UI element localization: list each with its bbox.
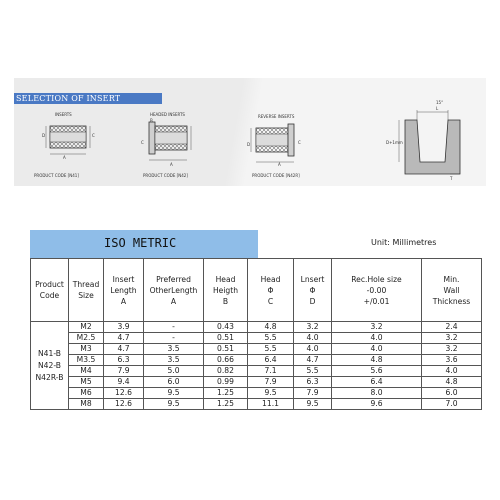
table-cell: 6.3: [104, 355, 144, 366]
table-cell: 5.0: [144, 366, 204, 377]
table-cell: 7.1: [248, 366, 294, 377]
table-cell: 1.25: [204, 399, 248, 410]
table-cell: 0.66: [204, 355, 248, 366]
table-cell: 9.6: [332, 399, 422, 410]
header-insert-diameter: Lnsert Φ D: [294, 259, 332, 322]
dim-label-d-reverse: D: [247, 142, 251, 147]
dim-label-a: A: [63, 155, 66, 160]
dim-label-c-reverse: C: [298, 140, 301, 145]
table-row: [31, 344, 482, 355]
table-cell: 6.4: [248, 355, 294, 366]
header-product-code: Product Code: [31, 259, 69, 322]
header-thread-size: Thread Size: [69, 259, 104, 322]
product-code: N41-B: [37, 348, 62, 358]
header-insert-length: Insert Length A: [104, 259, 144, 322]
table-cell: M2.5: [69, 333, 104, 344]
table-cell: 9.4: [104, 377, 144, 388]
table-cell: 8.0: [332, 388, 422, 399]
table-cell: 6.4: [332, 377, 422, 388]
table-cell: 3.5: [144, 355, 204, 366]
table-cell: 4.8: [422, 377, 482, 388]
table-cell: M5: [69, 377, 104, 388]
dim-label-b-headed: B: [150, 118, 153, 123]
table-row: [31, 366, 482, 377]
dim-label-a-headed: A: [170, 162, 173, 167]
table-cell: 9.5: [144, 388, 204, 399]
table-row: [31, 333, 482, 344]
table-cell: 0.82: [204, 366, 248, 377]
table-row: [31, 388, 482, 399]
table-cell: 0.99: [204, 377, 248, 388]
table-cell: 11.1: [248, 399, 294, 410]
table-cell: M2: [69, 322, 104, 333]
unit-label: Unit: Millimetres: [371, 238, 437, 247]
dim-label-hole: D+1mm: [386, 140, 403, 145]
table-cell: 4.0: [422, 366, 482, 377]
dim-label-a-reverse: A: [278, 162, 281, 167]
table-cell: 4.7: [104, 344, 144, 355]
insert-drawing: [42, 120, 97, 165]
table-cell: M3: [69, 344, 104, 355]
table-cell: 4.8: [248, 322, 294, 333]
table-cell: 3.6: [422, 355, 482, 366]
table-cell: M8: [69, 399, 104, 410]
dim-label-l: L: [436, 106, 439, 111]
table-cell: 5.5: [294, 366, 332, 377]
table-cell: 12.6: [104, 388, 144, 399]
header-wall-thickness: Min. Wall Thickness: [422, 259, 482, 322]
table-cell: 0.43: [204, 322, 248, 333]
drawing-title-reverse: REVERSE INSERTS: [258, 114, 295, 119]
table-cell: 7.9: [104, 366, 144, 377]
dim-label-t: T: [450, 176, 453, 181]
dim-label-c: C: [92, 133, 95, 138]
table-cell: 7.9: [294, 388, 332, 399]
hole-section-drawing: [395, 100, 475, 182]
table-cell: 7.9: [248, 377, 294, 388]
dim-label-d: D: [42, 133, 46, 138]
table-cell: 4.0: [294, 344, 332, 355]
table-cell: 5.6: [332, 366, 422, 377]
table-cell: M6: [69, 388, 104, 399]
table-cell: 6.0: [422, 388, 482, 399]
table-cell: 6.3: [294, 377, 332, 388]
dim-label-angle: 15°: [436, 100, 444, 105]
selection-title: SELECTION OF INSERT: [16, 94, 121, 103]
table-cell: 9.5: [248, 388, 294, 399]
header-row: [31, 259, 482, 322]
product-code: N42R-B: [35, 372, 64, 382]
product-code-n42r: PRODUCT CODE [N42R]: [252, 173, 300, 178]
drawing-title-inserts: INSERTS: [55, 112, 72, 117]
headed-insert-drawing: [137, 118, 199, 166]
table-cell: 2.4: [422, 322, 482, 333]
table-cell: 6.0: [144, 377, 204, 388]
table-row: [31, 377, 482, 388]
product-code-n41: PRODUCT CODE [N41]: [34, 173, 79, 178]
table-cell: 3.2: [422, 333, 482, 344]
table-cell: -: [144, 322, 204, 333]
table-cell: 3.2: [294, 322, 332, 333]
product-code: N42-B: [37, 360, 62, 370]
table-cell: 4.0: [332, 333, 422, 344]
product-code-n42: PRODUCT CODE [N42]: [143, 173, 188, 178]
spec-table: [30, 258, 482, 410]
drawing-title-headed: HEADED INSERTS: [150, 112, 185, 117]
table-cell: 1.25: [204, 388, 248, 399]
table-cell: 3.2: [422, 344, 482, 355]
iso-metric-title: ISO METRIC: [104, 236, 177, 250]
table-cell: 9.5: [144, 399, 204, 410]
table-cell: 4.7: [104, 333, 144, 344]
table-cell: 4.7: [294, 355, 332, 366]
table-cell: 5.5: [248, 333, 294, 344]
table-cell: 9.5: [294, 399, 332, 410]
header-head-diameter: Head Φ C: [248, 259, 294, 322]
table-cell: 0.51: [204, 333, 248, 344]
header-preferred-length: Preferred OtherLength A: [144, 259, 204, 322]
table-cell: 4.0: [294, 333, 332, 344]
table-cell: 3.2: [332, 322, 422, 333]
table-row: [31, 355, 482, 366]
product-code-cell: [31, 322, 69, 410]
header-head-height: Head Heigth B: [204, 259, 248, 322]
table-cell: 4.0: [332, 344, 422, 355]
table-cell: 4.8: [332, 355, 422, 366]
table-row: [31, 322, 482, 333]
table-row: [31, 399, 482, 410]
table-cell: M3.5: [69, 355, 104, 366]
table-cell: -: [144, 333, 204, 344]
table-cell: 12.6: [104, 399, 144, 410]
dim-label-c-headed: C: [141, 140, 144, 145]
table-cell: 3.5: [144, 344, 204, 355]
header-hole-size: Rec.Hole size -0.00 +/0.01: [332, 259, 422, 322]
table-cell: 5.5: [248, 344, 294, 355]
table-cell: 3.9: [104, 322, 144, 333]
table-cell: M4: [69, 366, 104, 377]
table-cell: 0.51: [204, 344, 248, 355]
table-cell: 7.0: [422, 399, 482, 410]
